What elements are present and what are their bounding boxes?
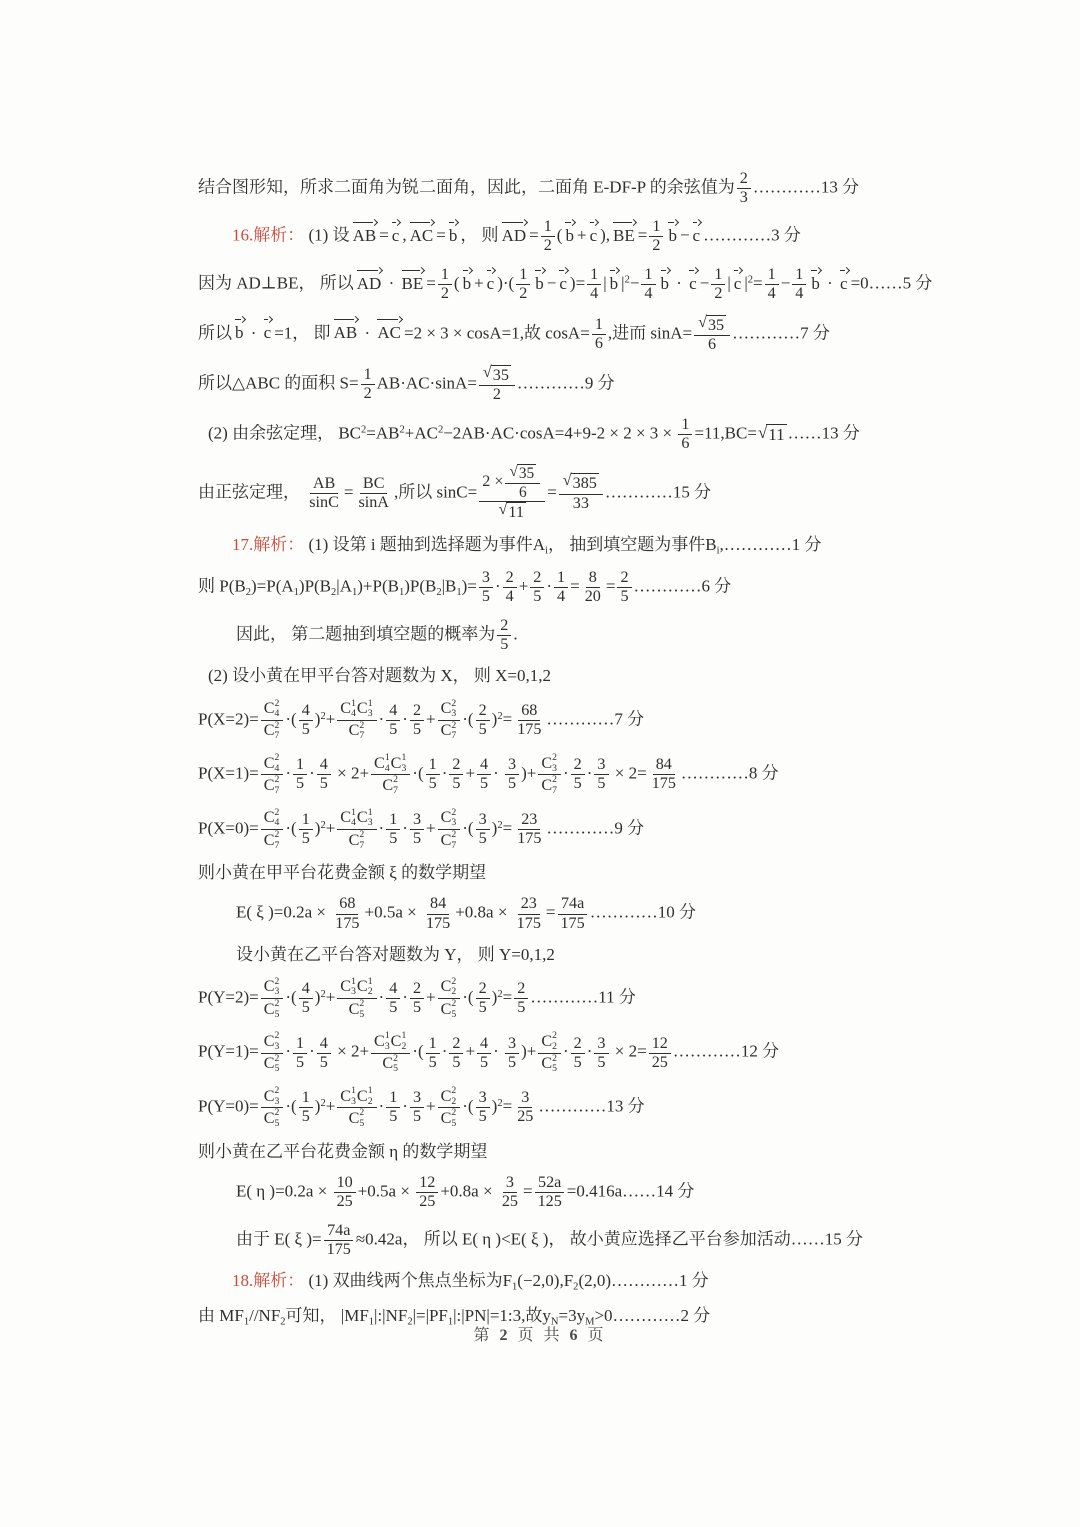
solution-line-1: 结合图形知，所求二面角为锐二面角，因此，二面角 E-DF-P 的余弦值为 $\frac{2}{3}$ …………13 分 xyxy=(198,170,860,207)
section-label: 17.解析： xyxy=(232,534,305,554)
solution-line-16: E( ξ )=0.2a × $\frac{68}{175}$ +0.5a × $\frac{84}{175}$ +0.8a × $\frac{23}{175}$ = $\frac{74a}{175}$ …………10 分 xyxy=(236,895,696,932)
section-label: 16.解析： xyxy=(232,225,305,245)
solution-line-13: P(X=1)= C 2 4 C 2 7 · $\frac{1}{5}$ · $\frac{4}{5}$ × 2+ C 1 4 C 1 3 C 2 7 ·( $\frac{1}{5}$ · $\frac{2}{5}$ + $\frac{4}{5}$ · $\frac{3}{5}$ )+ C 2 3 C 2 7 · $\frac{2}{5}$ · $\frac{3}{5}$ × 2= $\frac{84}{175}$ …………8 分 xyxy=(198,752,779,797)
solution-line-18: P(Y=2)= C 2 3 C 2 5 ·( $\frac{4}{5}$ )$^2$+ C 1 3 C 1 2 C 2 5 · $\frac{4}{5}$ · $\frac{2}{5}$ + C 2 2 C 2 5 ·( $\frac{2}{5}$ )$^2$= $\frac{2}{5}$ …………11 分 xyxy=(198,975,636,1020)
solution-line-17: 设小黄在乙平台答对题数为 Y， 则 Y=0,1,2 xyxy=(236,944,555,964)
document-body xyxy=(198,170,1025,1341)
solution-line-24: 18.解析： (1) 双曲线两个焦点坐标为$F_1(-2,0),F_2(2,0)\dots\dots\dots\dots 1$ 分 xyxy=(232,1271,709,1293)
solution-line-25: 由 $MF_1//NF_2$可知， $|MF_1|:|NF_2|=|PF_1|:|PN|=1:3$,故$y_N=3y_M>0\dots\dots\dots\dots 2$ 分 xyxy=(198,1306,711,1329)
solution-line-22: E( η )=0.2a × $\frac{10}{25}$ +0.5a × $\frac{12}{25}$ +0.8a × $\frac{3}{25}$ = $\frac{52a}{125}$ =0.416a……14 分 xyxy=(236,1173,695,1210)
solution-line-11: (2) 设小黄在甲平台答对题数为 X， 则 X=0,1,2 xyxy=(208,666,551,686)
solution-line-5: 所以△ABC 的面积 S= $\frac{1}{2}$ AB·AC·sinA= √ 35 2 …………9 分 xyxy=(198,364,615,404)
section-label: 18.解析： xyxy=(232,1271,305,1291)
solution-line-3: 因为 AD⊥BE， 所以 AD · BE = $\frac{1}{2}$ ( b + c )·( $\frac{1}{2}$ b − c )= $\frac{1}{4}$ | b $|^2-$ $\frac{1}{4}$ b · c − $\frac{1}{2}$ | c $|^2=$ $\frac{1}{4}$ − $\frac{1}{4}$ b · c =0……5 分 xyxy=(198,266,933,303)
page-footer: 第 2 页 共 6 页 xyxy=(473,1327,607,1344)
solution-line-12: P(X=2)= C 2 4 C 2 7 ·( $\frac{4}{5}$ )$^2$+ C 1 4 C 1 3 C 2 7 · $\frac{4}{5}$ · $\frac{2}{5}$ + C 2 3 C 2 7 ·( $\frac{2}{5}$ )$^2$= $\frac{68}{175}$ …………7 分 xyxy=(198,697,645,742)
solution-line-20: P(Y=0)= C 2 3 C 2 5 ·( $\frac{1}{5}$ )$^2$+ C 1 3 C 1 2 C 2 5 · $\frac{1}{5}$ · $\frac{3}{5}$ + C 2 2 C 2 5 ·( $\frac{3}{5}$ )$^2$= $\frac{3}{25}$ …………13 分 xyxy=(198,1085,645,1129)
solution-line-19: P(Y=1)= C 2 3 C 2 5 · $\frac{1}{5}$ · $\frac{4}{5}$ × 2+ C 1 3 C 1 2 C 2 5 ·( $\frac{1}{5}$ · $\frac{2}{5}$ + $\frac{4}{5}$ · $\frac{3}{5}$ )+ C 2 2 C 2 5 · $\frac{2}{5}$ · $\frac{3}{5}$ × 2= $\frac{12}{25}$ …………12 分 xyxy=(198,1030,780,1075)
solution-line-10: 因此， 第二题抽到填空题的概率为 $\frac{2}{5}$ . xyxy=(236,617,518,654)
solution-line-15: 则小黄在甲平台花费金额 ξ 的数学期望 xyxy=(198,863,487,883)
solution-line-9: 则 $P(B_2)=P(A_1)P(B_2|A_1)+P(B_1)P(B_2|B_1)=$ $\frac{3}{5}$ · $\frac{2}{4}$ + $\frac{2}{5}$ · $\frac{1}{4}$ = $\frac{8}{20}$ = $\frac{2}{5}$ …………6 分 xyxy=(198,569,732,606)
solution-line-2: 16.解析： (1) 设 AB = c , AC = b ， 则 AD = $\frac{1}{2}$ ( b + c ), BE = $\frac{1}{2}$ b − c …………3 分 xyxy=(232,218,801,255)
solution-line-7: 由正弦定理， $\frac{AB}{\sin C}$ = $\frac{BC}{\sin A}$ ,所以 sinC= 2 × √ 35 6 √ 11 = √ 385 33 …………15 分 xyxy=(198,462,712,522)
solution-line-8: 17.解析： (1) 设第 i 题抽到选择题为事件$A_i$， 抽到填空题为事件$B_i,\dots\dots\dots\dots 1$ 分 xyxy=(232,534,822,557)
solution-line-6: (2) 由余弦定理， $BC^2=AB^2+AC^2-2AB\cdot AC\cdot\cos A=4+9-2 \times 2 \times 3$ × $\frac{1}{6}$ =11,BC= √ 11 ……13 分 xyxy=(208,415,860,452)
solution-line-4: 所以 b · c =1， 即 AB · AC =2 × 3 × cosA=1,故 cosA= $\frac{1}{6}$ ,进而 sinA= √ 35 6 …………7 分 xyxy=(198,313,830,353)
solution-line-23: 由于 E( ξ )= $\frac{74a}{175}$ ≈0.42a， 所以 E( η )<E( ξ )， 故小黄应选择乙平台参加活动……15 分 xyxy=(236,1221,863,1258)
solution-line-14: P(X=0)= C 2 4 C 2 7 ·( $\frac{1}{5}$ )$^2$+ C 1 4 C 1 3 C 2 7 · $\frac{1}{5}$ · $\frac{3}{5}$ + C 2 3 C 2 7 ·( $\frac{3}{5}$ )$^2$= $\frac{23}{175}$ …………9 分 xyxy=(198,806,645,851)
solution-line-21: 则小黄在乙平台花费金额 η 的数学期望 xyxy=(198,1141,488,1161)
